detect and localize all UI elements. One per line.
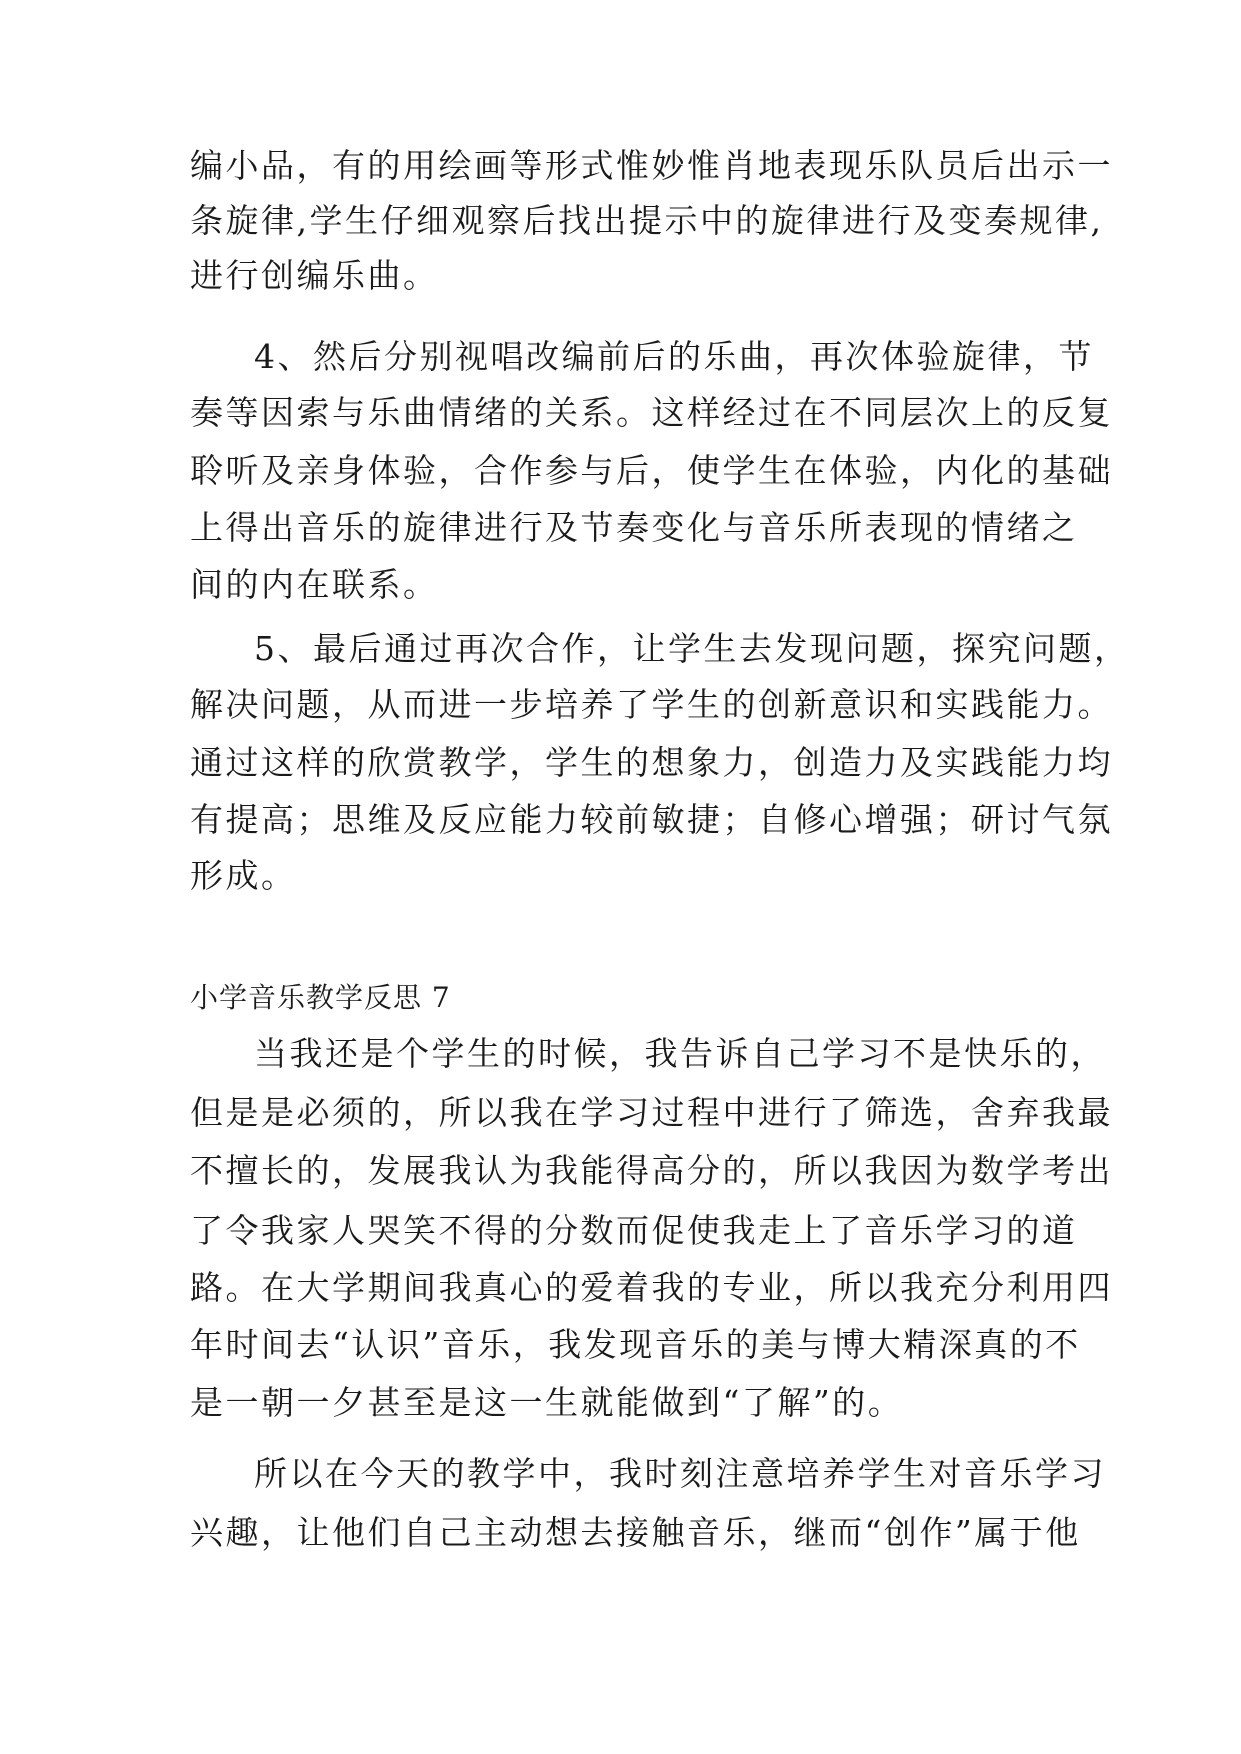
- text-line: 不擅长的，发展我认为我能得高分的，所以我因为数学考出: [190, 1151, 1113, 1190]
- text-line: 间的内在联系。: [190, 565, 439, 604]
- text-line: 通过这样的欣赏教学，学生的想象力，创造力及实践能力均: [190, 743, 1113, 782]
- section-title: 小学音乐教学反思 7: [190, 981, 451, 1014]
- text-line: 年时间去“认识”音乐，我发现音乐的美与博大精深真的不: [190, 1325, 1081, 1364]
- text-line: 上得出音乐的旋律进行及节奏变化与音乐所表现的情绪之: [190, 508, 1078, 547]
- text-line: 但是是必须的，所以我在学习过程中进行了筛选，舍弃我最: [190, 1093, 1113, 1132]
- text-line: 奏等因索与乐曲情绪的关系。这样经过在不同层次上的反复: [190, 393, 1113, 432]
- text-line: 聆听及亲身体验，合作参与后，使学生在体验，内化的基础: [190, 451, 1113, 490]
- text-line: 兴趣，让他们自己主动想去接触音乐，继而“创作”属于他: [190, 1513, 1081, 1552]
- text-line: 进行创编乐曲。: [190, 256, 439, 295]
- text-line: 条旋律,学生仔细观察后找出提示中的旋律进行及变奏规律,: [190, 201, 1104, 240]
- text-line: 是一朝一夕甚至是这一生就能做到“了解”的。: [190, 1383, 904, 1422]
- text-line: 形成。: [190, 856, 297, 895]
- text-line: 了令我家人哭笑不得的分数而促使我走上了音乐学习的道: [190, 1211, 1078, 1250]
- text-line: 解决问题，从而进一步培养了学生的创新意识和实践能力。: [190, 685, 1113, 724]
- text-line: 路。在大学期间我真心的爱着我的专业，所以我充分利用四: [190, 1268, 1113, 1307]
- text-line: 所以在今天的教学中，我时刻注意培养学生对音乐学习: [254, 1454, 1106, 1493]
- text-line: 有提高；思维及反应能力较前敏捷；自修心增强；研讨气氛: [190, 800, 1113, 839]
- text-line: 5、最后通过再次合作，让学生去发现问题，探究问题，: [254, 629, 1130, 668]
- text-line: 当我还是个学生的时候，我告诉自己学习不是快乐的，: [254, 1034, 1106, 1073]
- text-line: 4、然后分别视唱改编前后的乐曲，再次体验旋律，节: [254, 337, 1094, 376]
- text-line: 编小品，有的用绘画等形式惟妙惟肖地表现乐队员后出示一: [190, 146, 1113, 185]
